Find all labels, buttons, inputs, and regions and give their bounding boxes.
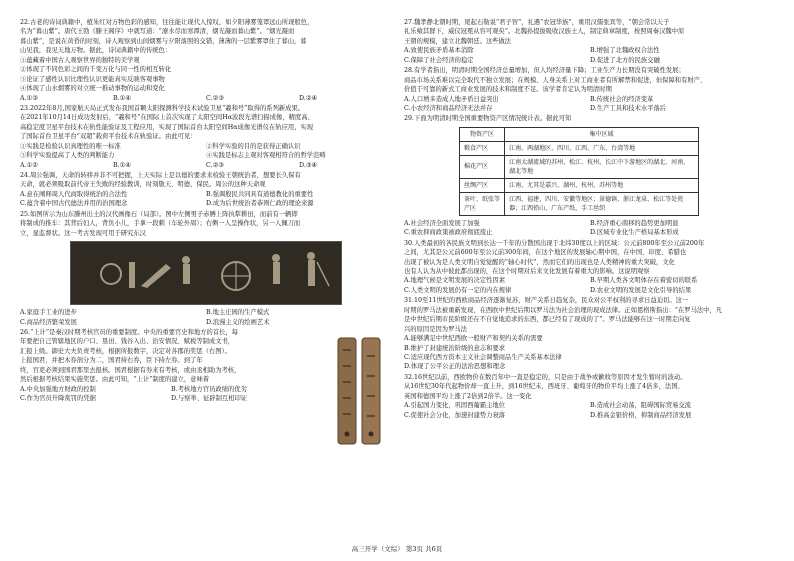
option-c: C.促使社会分化，加速封建势力衰落 (404, 411, 506, 419)
option-a: A.人口增多造成人地矛盾日益突出 (404, 95, 499, 103)
table-row (460, 192, 699, 215)
option-a: A.①② (20, 161, 38, 169)
right-column (404, 18, 776, 421)
option-a: A.致使民族矛盾基本消除 (404, 47, 474, 55)
question-25: 25.如图所示为山东滕州出土的汉代画像石（局部）。图中左侧男子赤膊上阵执犁耕田，而前有一辆即 将制成的推车：其背后妇人，背负小儿，手拿一段刺（车轮外周）；右侧一人呈操作状，另一人佩刀而 立，显监督状。这一考古发现可用于研究东汉 A.家庭手工业的进步 B.地主庄园的生产模式 C.商品经济繁荣发展 D.浪漫主义的绘画艺术 (20, 210, 392, 327)
production-areas-table (459, 127, 699, 216)
option-a: A.家庭手工业的进步 (20, 309, 77, 317)
option-d: D.推高金银价格，抑制商品经济发展 (590, 411, 692, 419)
option-c: C.②③ (206, 161, 224, 169)
question-26-options (20, 385, 322, 404)
option-d: D.②④ (299, 94, 318, 102)
option-b: B.地主庄园的生产模式 (206, 309, 270, 317)
option-a: A.引起国力变化，巩固西葡霸主地位 (404, 402, 506, 410)
option-b: B.造成社会动荡，阻碍国际贸易交流 (590, 402, 692, 410)
question-25-options (20, 308, 392, 327)
question-29-options (404, 219, 776, 238)
question-28-options (404, 95, 776, 114)
option-d: D.区域专业化生产格局基本形成 (590, 229, 679, 237)
option-a: A.①③ (20, 94, 38, 102)
option-d: D.农业文明的发展是文化引导的结果 (590, 286, 692, 294)
page-footer: 高三开学（文综） 第3页 共6页 (351, 545, 443, 553)
question-32: 32.16世纪以前，西欧物价在数百年中一直是稳定的，只是由于战争或歉收等原因才发生暂时的波动。 从16世纪30年代起物价却一直上升，到16世纪末，西班牙、葡萄牙的物价平均上涨了4倍多，法国、 英国和德国平均上涨了2倍到2倍半。这一变化 A.引起国力变化，巩固西葡霸主地位 B.造成社会动荡，阻碍国际贸易交流 C.促使社会分化，加速封建势力衰落 D.推高金银价格，抑制商品经济发展 (404, 373, 776, 420)
table-header-cell: 物资产区 (460, 127, 505, 141)
question-31: 31.10至11世纪的西欧商品经济逐渐复苏，财产关系日趋复杂，民众对公平权利的寻求日益迫切。这一 时期的罗马法被重新发现，在西欧中世纪后期以罗马法为社会治理的现成法律。正如恩格斯指出：“在罗马法中，凡 是中世纪后期市民阶级还在不自觉地追求的东西，都已经有了现成的了”。罗马法能够在这一时期走向复 兴的原因是因为罗马法 A.能够满足中世纪西欧一般财产和契约关系的需要 B.维护了封建统治阶级的意志和要求 C.适应现代西方资本主义社会调整商品生产关系基本法律 D.体现了公平公正的法治思想和理念 (404, 296, 776, 372)
question-28: 28.有学者指出，明清时期全国经济总量增加，但人均经济量下降；工业生产力长期没有突破性发展； 商品市场关系难以完全取代不独立发展；在规模、人身关系上对工商业者有所解禁和促进，但保障和有财产、 价值于可靠的新式工商业发展的技术和制度不足。该学者肯定认为明清时期 A.人口增多造成人地矛盾日益突出 B.传统社会的经济变革 C.小农经济和商品经济无法并存 D.生产工具和技术水平落后 (404, 66, 776, 113)
table-row (460, 155, 699, 178)
table-cell: 江西、福建、四川、安徽等地区；景德镇、浙江龙泉、松江等处瓷器；江西铅山、广东产纸，手工丝织 (505, 192, 699, 215)
question-23: 23.2022年8月,国家航天局正式发布我国首颗太阳探测科学技术试验卫星“羲和号”取得的系列新成果。 在2021年10月14日成功发射后，“羲和号”在国际上首次实现了太阳空间Hα波段光谱扫描成像，精度高、 高稳定度卫星平台技术在轨性能验证及工程应用，实现了国际首台太阳空间Hα成像光谱仪在轨应用，实现 了国际首台卫星平台“双超”载荷平台技术在轨验证。由此可见： ①实践是检验认识真理性的唯一标准 ②科学实验的目的是获得正确认识 ③科学实验提高了人类的判断能力 ④实践是标志主观对客观相符合的哲学范畴 A.①② B.①④ C.②③ D.③④ (20, 104, 392, 170)
table-cell: 江南太湖流域的苏州、松江、杭州，长江中下游地区的湖北、河南、湖北等地 (505, 155, 699, 178)
question-24: 24.周公强调，天命的转移并非不可把握，上天实际上是以德的要求来检验王朝统治者，想要长久保有 天命，就必须吸取前代帝王失败的经验教训，时刻敬天、明德、保民。周公的这种天命观 A.意在阐释周人代商取得统治的合法性 B.强调殷民共同具有道德教化的重要性 C.蕴含着中国古代德法并用的治国理念 D.成为后世统治者恭则仁政的理论来源 (20, 171, 392, 209)
option-c: C.商品经济繁荣发展 (20, 318, 77, 326)
option-b: B.增强了北魏政权合法性 (590, 47, 660, 55)
table-row (460, 178, 699, 192)
option-d: D.促进了北方的民族交融 (590, 56, 660, 64)
option-d: D.生产工具和技术水平落后 (590, 104, 667, 112)
table-cell: 粮食产区 (460, 141, 505, 155)
option-c: C.重农抑商政策被政府彻底废止 (404, 229, 493, 237)
option-c: C.蕴含着中国古代德法并用的治国理念 (20, 200, 128, 208)
question-22: 22.古老的诗词典籍中，植朱红对万物色彩的感知，往往能让现代人惊叹，如夕阳薄雾笼罩远山所现般色， 名为“暮山紫”。唐代王勃《滕王阁序》中就写道：“潦水尽而寒潭清，烟光凝而暮山紫”。“烟光凝而 暮山紫”，是说在黄昏的时刻，诗人观察到山间烟雾与夕阳落照的交错，薄薄的一层紫雾罩住了暮山，暮 山见我，我见天地万物。据此，诗词典籍中的传统色： ①蕴藏着中国古人观察世界的独特的美学观 ②体现了不同色彩之间的千变万化与同一性的相互转化 ③论证了感性认识比理性认识更能真实反映客观事物 ④体现了山水烟雾的对立统一推动事物的运动和变化 A.①③ B.①④ C.②③ D.②④ (20, 18, 392, 103)
option-d: D.成为后世统治者恭则仁政的理论来源 (206, 200, 314, 208)
option-b: B.考核地方官员政绩的优劣 (171, 385, 247, 393)
table-header-row (460, 127, 699, 141)
question-29: 29.下面为明清时期全国重要物资产区情况统计表。据此可知 物资产区 集中区域 粮食产区 江南、两湖地区、四川、江西、广东、台湾等地 棉花产区 江南太湖流域的苏州、松江、杭州，长江中下游地区的湖北、河南、湖北等地 丝绸产区 江南、尤其是嘉兴、湖州、杭州、苏州等地 茶叶、纸张等产区 江西、福建、四川、安徽等地区；景德镇、浙江龙泉、松江等处瓷器；江西铅山、广东产纸，手工丝织 A.社会经济全面发展了加强 B.经济重心南移的趋势更加明显 C.重农抑商政策被政府彻底废止 D.区域专业化生产格局基本形成 (404, 114, 776, 237)
question-24-options (20, 190, 392, 209)
question-27-options (404, 46, 776, 65)
table-cell: 棉花产区 (460, 155, 505, 178)
option-c: C.人类文明的发展仍有一定的内在规律 (404, 286, 512, 294)
option-c: C.保障了社会经济的稳定 (404, 56, 474, 64)
table-cell: 江南、尤其是嘉兴、湖州、杭州、苏州等地 (505, 178, 699, 192)
han-stone-relief-image (70, 241, 342, 305)
option-b: B.强调殷民共同具有道德教化的重要性 (206, 190, 314, 198)
option-b: B.维护了封建统治阶级的意志和要求 (404, 344, 506, 352)
left-column (20, 18, 392, 404)
option-d: D.浪漫主义的绘画艺术 (206, 318, 270, 326)
question-22-options (20, 94, 392, 103)
bamboo-tally-image (328, 336, 390, 446)
question-30: 30.人类最初的各民族文明到长达一千年的分散国出现于北纬30度以上的区域：公元前800年至公元前200年 之间，尤其是公元前600年至公元前300年间，在这个地区的发展轴心期中国，在中国、印度、希腊也 出现了被认为是人类文明自觉觉醒的“轴心时代”，然而它们的出现也是人类精神的重大突破，文化 也有人认为从中彼此都出现的，在这个时期对后来文化发展有着重大的影响。这说明观察 A.地理气候是文明发展的决定性因素 B.早期人类各文明体存在着密切的联系 C.人类文明的发展仍有一定的内在规律 D.农业文明的发展是文化引导的结果 (404, 239, 776, 296)
option-b: B.①④ (113, 94, 131, 102)
option-b: B.经济重心南移的趋势更加明显 (590, 219, 679, 227)
option-a: A.能够满足中世纪西欧一般财产和契约关系的需要 (404, 335, 543, 343)
option-a: A.意在阐释周人代商取得统治的合法性 (20, 190, 128, 198)
question-30-options (404, 276, 776, 295)
question-23-options (20, 161, 392, 170)
option-d: D.与察举、征辟制互相印证 (171, 395, 248, 402)
question-26: 26.“上计”是秦汉时期考核官员的重要制度。中央的重要官史和地方的首长，每 年要把自己管辖地区的户口、垦田、钱谷入出、治安情况、赋税等制成文书， 汇报上级。御史大夫负责考核，根据所报数字，决定对各郡的奖惩（右图）。 上报国君，并把木券剖分为二，国君持右券，臣下持左券。到了年 终，官吏必须到国君那里去报核。国君根据有券来有考核，或由丞相助为考核， 然后根据考核结果实施奖惩。由此可知，“上计”制度的建立，意味着 A.中央加强地方财政的控制 B.考核地方官员政绩的优劣 C.作为官员升降赏罚的凭据 D.与察举、征辟制互相印证 (20, 328, 392, 404)
option-a: A.社会经济全面发展了加强 (404, 219, 480, 227)
option-b: B.①④ (113, 161, 131, 169)
table-cell: 茶叶、纸张等产区 (460, 192, 505, 215)
option-c: C.②③ (206, 94, 224, 102)
option-b: B.早期人类各文明体存在着密切的联系 (590, 277, 698, 285)
table-cell: 江南、两湖地区、四川、江西、广东、台湾等地 (505, 141, 699, 155)
option-d: D.③④ (299, 161, 318, 169)
table-row (460, 141, 699, 155)
option-b: B.传统社会的经济变革 (590, 95, 654, 103)
option-d: D.体现了公平公正的法治思想和理念 (404, 363, 506, 371)
question-27: 27.魏孝静北朝时期，尾起石勒说“君子智”，礼遇“农冠华族”，重用汉儒张宾等，“朝会常以天子 礼乐飨其群下，威仪冠冕从容可观矣”。北魏孙提拔吸收汉族士人，制定典章制度，按照周秦汉魏中原 王朝的规模，建立北魏朝廷。这些做法 A.致使民族矛盾基本消除 B.增强了北魏政权合法性 C.保障了社会经济的稳定 D.促进了北方的民族交融 (404, 18, 776, 65)
option-c: C.作为官员升降赏罚的凭据 (20, 395, 96, 402)
question-32-options (404, 401, 776, 420)
table-header-cell: 集中区域 (505, 127, 699, 141)
option-a: A.地理气候是文明发展的决定性因素 (404, 277, 506, 285)
option-c: C.小农经济和商品经济无法并存 (404, 104, 493, 112)
option-a: A.中央加强地方财政的控制 (20, 385, 96, 393)
option-c: C.适应现代西方资本主义社会调整商品生产关系基本法律 (404, 353, 562, 361)
table-cell: 丝绸产区 (460, 178, 505, 192)
